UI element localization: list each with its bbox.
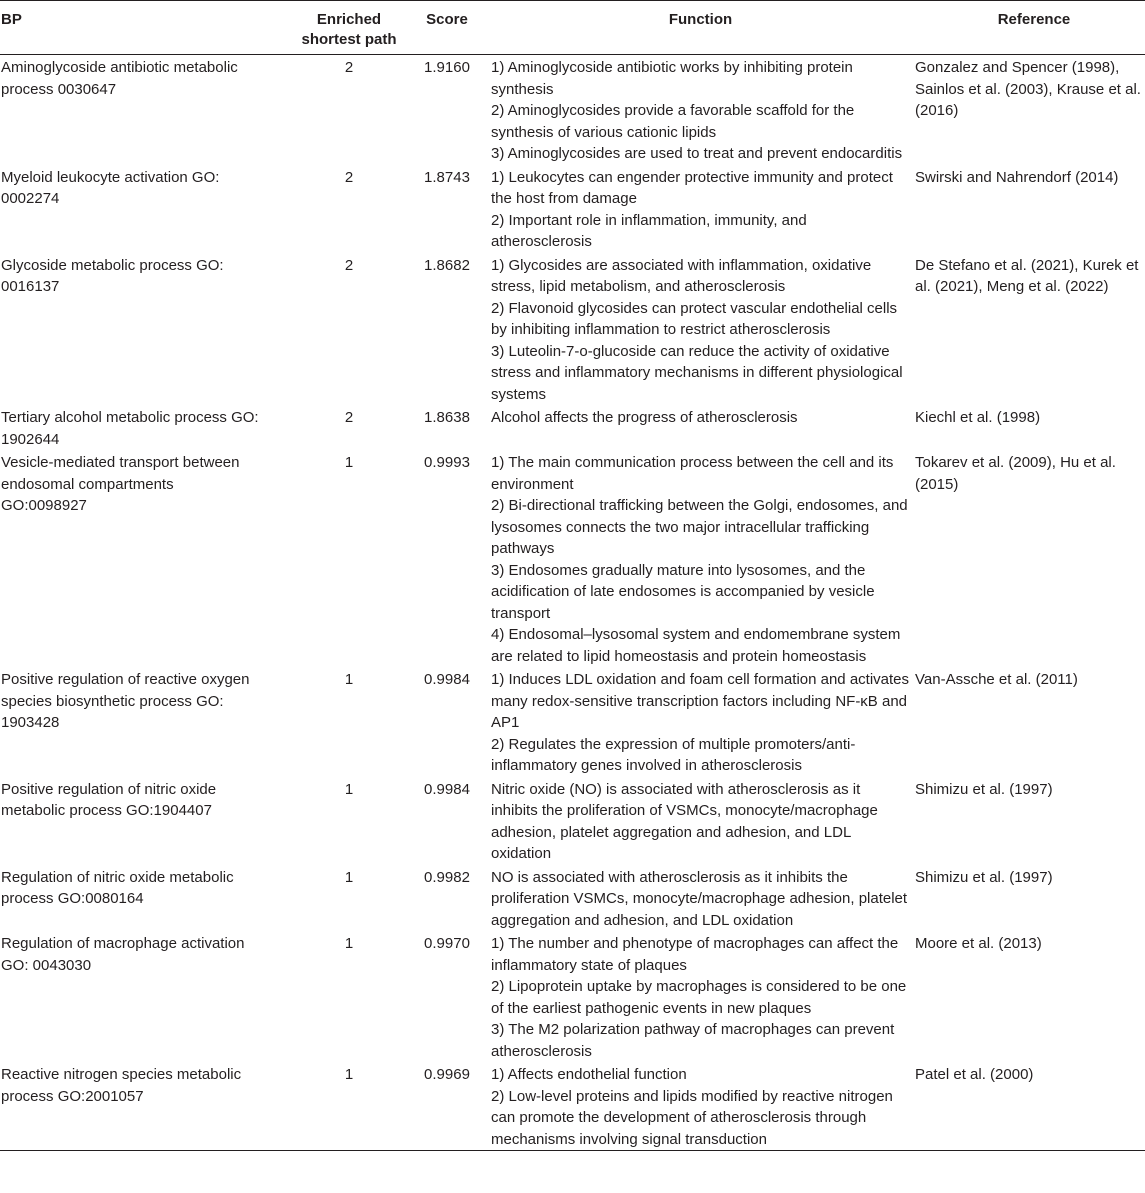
cell-bp: Myeloid leukocyte activation GO: 0002274	[1, 168, 220, 207]
cell-function	[489, 165, 914, 253]
function-item: 4) Endosomal–lysosomal system and endomembrane system are related to lipid homeostasis and protein homeostasis	[491, 626, 901, 665]
cell-enriched-shortest-path: 1	[344, 868, 354, 886]
cell-score: 1.8638	[424, 409, 470, 426]
cell-reference: Patel et al. (2000)	[915, 1066, 1034, 1083]
cell-reference: Van-Assche et al. (2011)	[915, 671, 1078, 688]
cell-bp: Regulation of nitric oxide metabolic process GO:0080164	[1, 868, 234, 907]
cell-function	[489, 667, 914, 777]
cell-score: 0.9984	[424, 671, 470, 688]
cell-bp: Positive regulation of reactive oxygen species biosynthetic process GO: 1903428	[1, 671, 250, 731]
table-row	[0, 405, 1145, 450]
cell-bp: Glycoside metabolic process GO: 0016137	[1, 256, 224, 295]
cell-reference: Swirski and Nahrendorf (2014)	[915, 168, 1119, 186]
function-item: NO is associated with atherosclerosis as it inhibits the proliferation VSMCs, monocyte/macrophage adhesion, platelet aggregation and adhesion, and LDL oxidation	[491, 868, 908, 929]
cell-function	[489, 450, 914, 667]
function-item: 3) Luteolin-7-o-glucoside can reduce the activity of oxidative stress and inflammatory mechanisms in different physiological systems	[491, 342, 903, 403]
cell-reference: Shimizu et al. (1997)	[915, 780, 1053, 798]
cell-enriched-shortest-path: 1	[344, 780, 354, 798]
cell-score: 0.9969	[424, 1066, 470, 1083]
function-item: 1) The number and phenotype of macrophages can affect the inflammatory state of plaques	[491, 935, 899, 974]
function-item: 3) Aminoglycosides are used to treat and prevent endocarditis	[491, 145, 903, 162]
table-row	[0, 865, 1145, 932]
cell-enriched-shortest-path: 1	[344, 671, 354, 688]
cell-enriched-shortest-path: 1	[344, 454, 354, 471]
function-item: 2) Flavonoid glycosides can protect vascular endothelial cells by inhibiting inflammation to restrict atherosclerosis	[491, 299, 898, 338]
table-row	[0, 165, 1145, 253]
header-reference: Reference	[997, 11, 1071, 28]
cell-enriched-shortest-path: 1	[344, 1066, 354, 1083]
function-item: Alcohol affects the progress of atherosclerosis	[491, 409, 798, 426]
function-item: 1) Induces LDL oxidation and foam cell formation and activates many redox-sensitive transcription factors including NF-κB and AP1	[491, 671, 910, 731]
table-row	[0, 1062, 1145, 1151]
cell-score: 1.8743	[424, 168, 470, 186]
header-enriched-shortest-path	[293, 1, 405, 55]
header-path-line1: Enriched	[316, 11, 382, 28]
cell-function	[489, 777, 914, 865]
function-item: 2) Aminoglycosides provide a favorable scaffold for the synthesis of various cationic lipids	[491, 102, 855, 141]
header-score: Score	[426, 11, 468, 28]
cell-reference: Moore et al. (2013)	[915, 935, 1042, 952]
cell-function	[489, 1062, 914, 1151]
cell-reference: De Stefano et al. (2021), Kurek et al. (2021), Meng et al. (2022)	[915, 256, 1139, 295]
cell-bp: Positive regulation of nitric oxide metabolic process GO:1904407	[1, 780, 217, 819]
cell-function	[489, 405, 914, 450]
cell-enriched-shortest-path: 2	[344, 256, 354, 274]
function-item: 1) Leukocytes can engender protective immunity and protect the host from damage	[491, 168, 893, 207]
function-item: 2) Bi-directional trafficking between the Golgi, endosomes, and lysosomes connects the two major intracellular trafficking pathways	[491, 497, 908, 557]
function-item: 1) Aminoglycoside antibiotic works by inhibiting protein synthesis	[491, 59, 853, 98]
cell-score: 0.9993	[424, 454, 470, 471]
cell-score: 0.9970	[424, 935, 470, 952]
function-item: 2) Regulates the expression of multiple promoters/anti-inflammatory genes involved in atherosclerosis	[491, 735, 856, 774]
cell-reference: Kiechl et al. (1998)	[915, 409, 1041, 426]
table-row	[0, 777, 1145, 865]
cell-reference: Shimizu et al. (1997)	[915, 868, 1053, 886]
cell-function	[489, 865, 914, 932]
cell-bp: Reactive nitrogen species metabolic process GO:2001057	[1, 1066, 242, 1105]
cell-function	[489, 931, 914, 1062]
function-item: 2) Low-level proteins and lipids modified by reactive nitrogen can promote the development of atherosclerosis through mechanisms involving signal transduction	[491, 1087, 893, 1148]
cell-reference: Gonzalez and Spencer (1998), Sainlos et al. (2003), Krause et al. (2016)	[915, 59, 1141, 119]
table-row	[0, 667, 1145, 777]
cell-reference: Tokarev et al. (2009), Hu et al. (2015)	[915, 454, 1116, 493]
function-item: 2) Lipoprotein uptake by macrophages is considered to be one of the earliest pathogenic events in new plaques	[491, 978, 907, 1017]
cell-bp: Regulation of macrophage activation GO: 0043030	[1, 935, 245, 974]
header-row	[0, 1, 1145, 55]
cell-enriched-shortest-path: 1	[344, 935, 354, 952]
cell-function	[489, 55, 914, 165]
cell-score: 1.8682	[424, 256, 470, 274]
table-row	[0, 450, 1145, 667]
table-row	[0, 253, 1145, 406]
cell-score: 1.9160	[424, 59, 470, 76]
function-item: 1) Glycosides are associated with inflammation, oxidative stress, lipid metabolism, and atherosclerosis	[491, 256, 872, 295]
table-row	[0, 55, 1145, 165]
function-item: 1) Affects endothelial function	[491, 1066, 687, 1083]
cell-enriched-shortest-path: 2	[344, 168, 354, 186]
cell-enriched-shortest-path: 2	[344, 409, 354, 426]
function-item: Nitric oxide (NO) is associated with atherosclerosis as it inhibits the proliferation of VSMCs, monocyte/macrophage adhesion, platelet aggregation and adhesion, and LDL oxidation	[491, 780, 878, 862]
cell-enriched-shortest-path: 2	[344, 59, 354, 76]
function-item: 2) Important role in inflammation, immunity, and atherosclerosis	[491, 211, 807, 250]
header-function: Function	[668, 11, 733, 28]
function-item: 3) Endosomes gradually mature into lysosomes, and the acidification of late endosomes is accompanied by vesicle transport	[491, 561, 875, 622]
table-header	[0, 1, 1145, 55]
function-item: 3) The M2 polarization pathway of macrophages can prevent atherosclerosis	[491, 1021, 895, 1060]
cell-bp: Aminoglycoside antibiotic metabolic process 0030647	[1, 59, 238, 98]
header-bp: BP	[1, 11, 22, 28]
table-body	[0, 55, 1145, 1151]
cell-bp: Vesicle-mediated transport between endosomal compartments GO:0098927	[1, 454, 240, 514]
cell-score: 0.9984	[424, 780, 470, 798]
cell-score: 0.9982	[424, 868, 470, 886]
header-path-line2: shortest path	[301, 31, 397, 48]
cell-function	[489, 253, 914, 406]
function-item: 1) The main communication process between the cell and its environment	[491, 454, 894, 493]
cell-bp: Tertiary alcohol metabolic process GO: 1902644	[1, 409, 259, 448]
table-row	[0, 931, 1145, 1062]
